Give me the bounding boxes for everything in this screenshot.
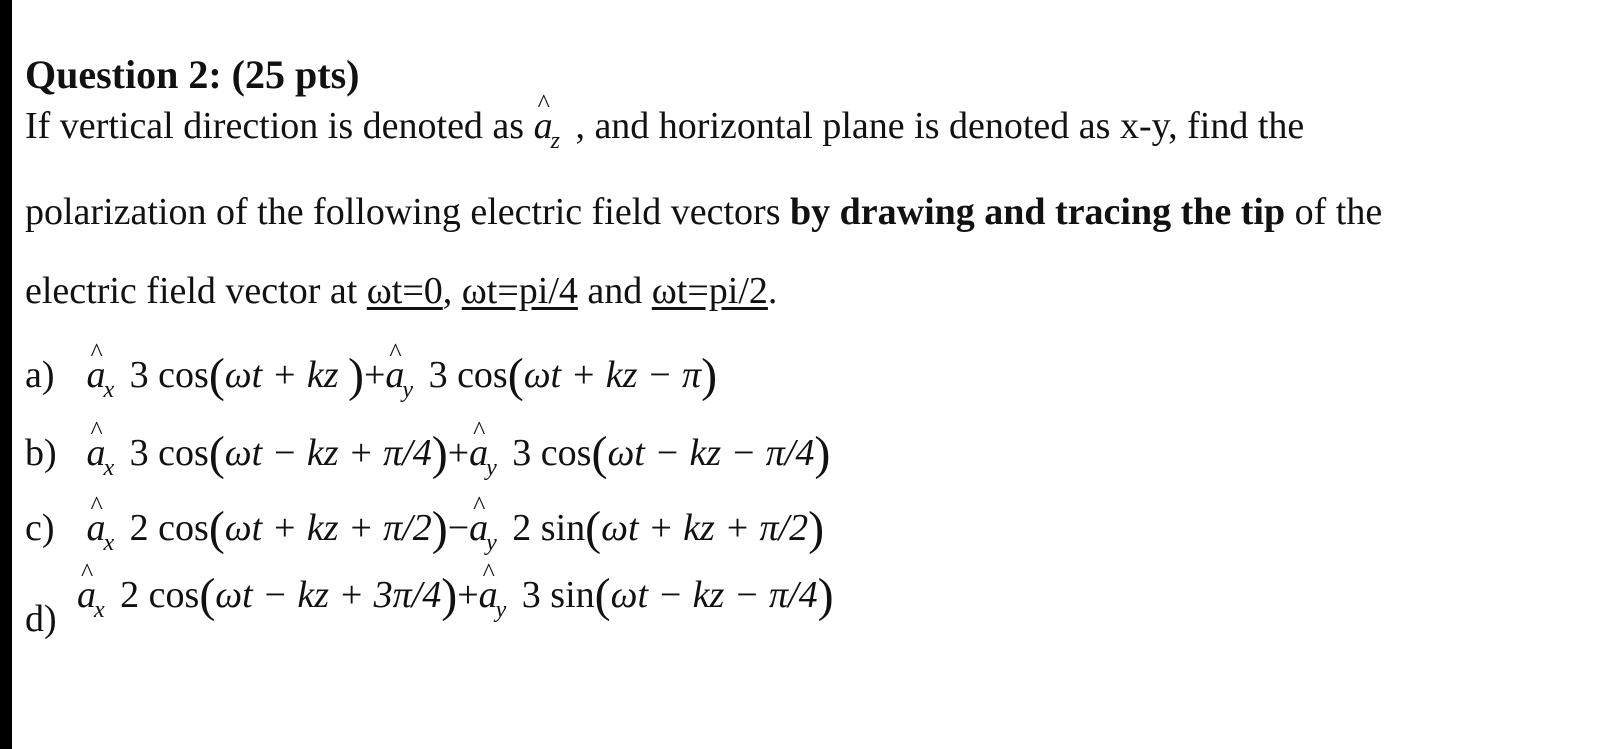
unit-vector-ay: ^ a [385,356,404,394]
right-paren: ) [817,569,834,622]
argument-1: ωt − kz + π/4 [224,432,432,474]
left-paren: ( [591,427,608,480]
part-label: b) [25,432,57,474]
line3-text-a: electric field vector at [25,270,367,312]
unit-vector-ay: ^ a [479,576,498,614]
term-2: 2 sin [512,507,586,549]
unit-vector-symbol: a [533,105,553,147]
right-paren: ) [347,349,364,402]
part-d [77,569,834,623]
left-paren: ( [208,502,225,555]
term-2: 3 cos [512,432,592,474]
right-paren: ) [441,569,458,622]
equation [86,427,831,481]
term-1: 3 cos [129,354,209,396]
subscript-y: y [486,530,497,556]
right-paren: ) [701,349,718,402]
and-text: and [577,270,652,312]
operator: + [457,574,479,616]
unit-vector-ay: ^ a [469,509,488,547]
right-paren: ) [808,502,825,555]
argument-1: ωt − kz + 3π/4 [215,574,442,616]
question-line-3 [25,272,777,310]
unit-vector-ax: ^ a [87,509,106,547]
subscript-x: x [103,530,115,556]
equation [86,502,825,556]
subscript-y: y [495,597,507,623]
left-paren: ( [594,569,611,622]
argument-1: ωt + kz [224,354,348,396]
subscript-y: y [402,377,414,403]
left-paren: ( [208,349,225,402]
question-title: Question 2: (25 pts) [25,52,360,97]
term-1: 2 cos [120,574,200,616]
unit-vector-ax: ^ a [87,356,106,394]
left-paren: ( [585,502,602,555]
left-paren: ( [507,349,524,402]
operator: − [447,507,470,549]
part-label: c) [25,507,55,549]
unit-vector-ax: ^ a [87,434,106,472]
subscript-x: x [94,597,105,623]
time-pi-2: ωt=pi/2 [651,270,768,312]
question-line-2 [25,193,1382,231]
term-1: 2 cos [129,507,209,549]
right-paren: ) [431,427,448,480]
line2-bold-text: by drawing and tracing the tip [790,191,1286,233]
subscript-z: z [550,128,560,154]
term-1: 3 cos [129,432,209,474]
line1-text-a: If vertical direction is denoted as [25,105,534,147]
document-content [25,0,1600,749]
part-b [25,427,831,481]
time-0: ωt=0 [366,270,443,312]
part-a [25,349,718,403]
subscript-x: x [103,455,115,481]
period: . [767,270,778,312]
left-paren: ( [208,427,225,480]
time-pi-4: ωt=pi/4 [461,270,578,312]
argument-2: ωt + kz − π [523,354,702,396]
left-paren: ( [199,569,216,622]
equation [86,349,718,403]
unit-vector-ax: ^ a [77,576,96,614]
operator: + [447,432,470,474]
question-line-1 [25,107,1304,153]
argument-1: ωt + kz + π/2 [224,507,432,549]
left-edge-bar [0,0,12,749]
right-paren: ) [814,427,831,480]
line1-text-b: , and horizontal plane is denoted as x-y, find the [575,105,1305,147]
argument-2: ωt + kz + π/2 [601,507,809,549]
term-2: 3 cos [428,354,508,396]
part-label: d) [25,598,57,640]
line2-text-b: of the [1285,191,1383,233]
argument-2: ωt − kz − π/4 [610,574,818,616]
argument-2: ωt − kz − π/4 [607,432,815,474]
separator: , [442,270,462,312]
line2-text-a: polarization of the following electric field vectors [25,191,790,233]
part-label: a) [25,354,55,396]
part-c [25,502,825,556]
right-paren: ) [431,502,448,555]
unit-vector-ay: ^ a [469,434,488,472]
equation [77,569,834,623]
subscript-y: y [486,455,497,481]
term-2: 3 sin [521,574,595,616]
subscript-x: x [103,377,115,403]
unit-vector-az [534,107,553,145]
operator: + [363,354,386,396]
